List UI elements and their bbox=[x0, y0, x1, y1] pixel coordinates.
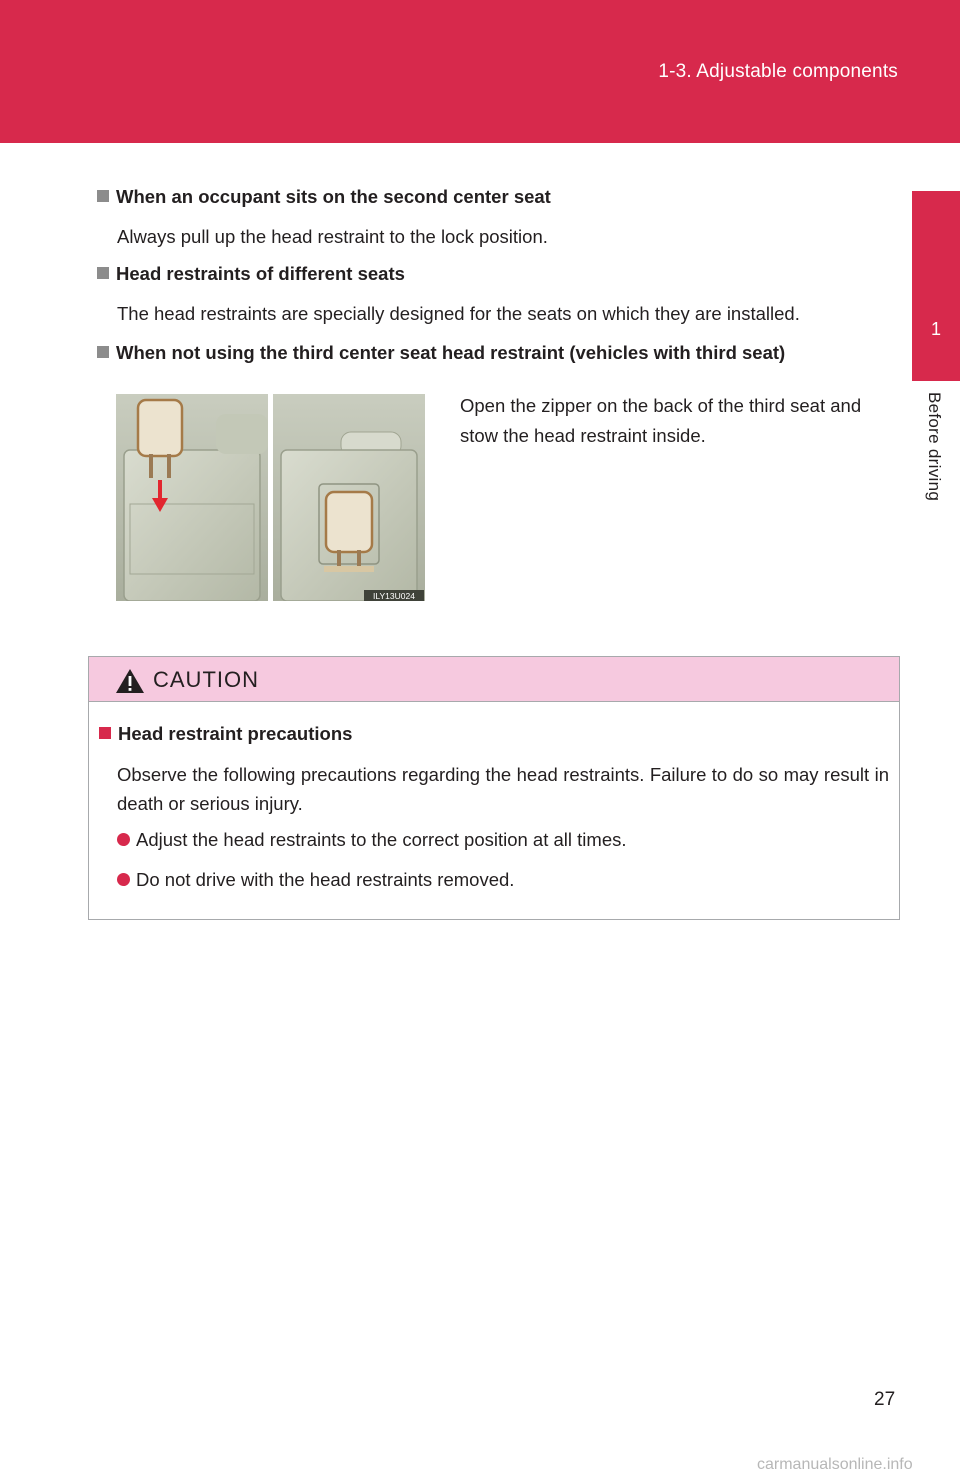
chapter-number: 1 bbox=[930, 319, 941, 339]
chapter-title: 1-3. Adjustable components bbox=[658, 61, 898, 82]
square-bullet-icon bbox=[99, 727, 111, 739]
page-header bbox=[0, 0, 960, 143]
stow-instructions: Open the zipper on the back of the third seat and stow the head restraint inside. bbox=[460, 395, 862, 446]
caution-title: CAUTION bbox=[153, 667, 259, 692]
chapter-label-text: Before driving bbox=[925, 392, 944, 502]
bullet-dot-icon bbox=[117, 873, 130, 886]
caution-heading: Head restraint precautions bbox=[99, 723, 352, 745]
figure-code: ILY13U024 bbox=[373, 591, 415, 601]
caution-bullet: Adjust the head restraints to the correct position at all times. bbox=[117, 829, 627, 851]
bullet-dot-icon bbox=[117, 833, 130, 846]
chapter-tab bbox=[912, 191, 960, 381]
section-heading-different-seats: Head restraints of different seats bbox=[97, 263, 405, 285]
section-heading-second-center-seat: When an occupant sits on the second center seat bbox=[97, 186, 551, 208]
caution-header bbox=[89, 657, 899, 702]
square-bullet-icon bbox=[97, 190, 109, 202]
section-heading-third-seat: When not using the third center seat head restraint (vehicles with third seat) bbox=[97, 342, 785, 364]
square-bullet-icon bbox=[97, 346, 109, 358]
caution-bullet: Do not drive with the head restraints removed. bbox=[117, 869, 514, 891]
caution-body: Observe the following precautions regarding the head restraints. Failure to do so may result in death or serious injury. bbox=[117, 764, 889, 814]
page-number: 27 bbox=[874, 1389, 896, 1410]
square-bullet-icon bbox=[97, 267, 109, 279]
watermark: carmanualsonline.info bbox=[757, 1456, 913, 1473]
head-restraint-stow-illustration bbox=[116, 394, 425, 601]
warning-triangle-icon bbox=[115, 667, 145, 695]
chapter-label bbox=[912, 392, 960, 542]
section-body-second-center-seat: Always pull up the head restraint to the lock position. bbox=[117, 226, 548, 247]
section-body-different-seats: The head restraints are specially designed for the seats on which they are installed. bbox=[117, 303, 800, 324]
caution-box bbox=[88, 656, 900, 920]
